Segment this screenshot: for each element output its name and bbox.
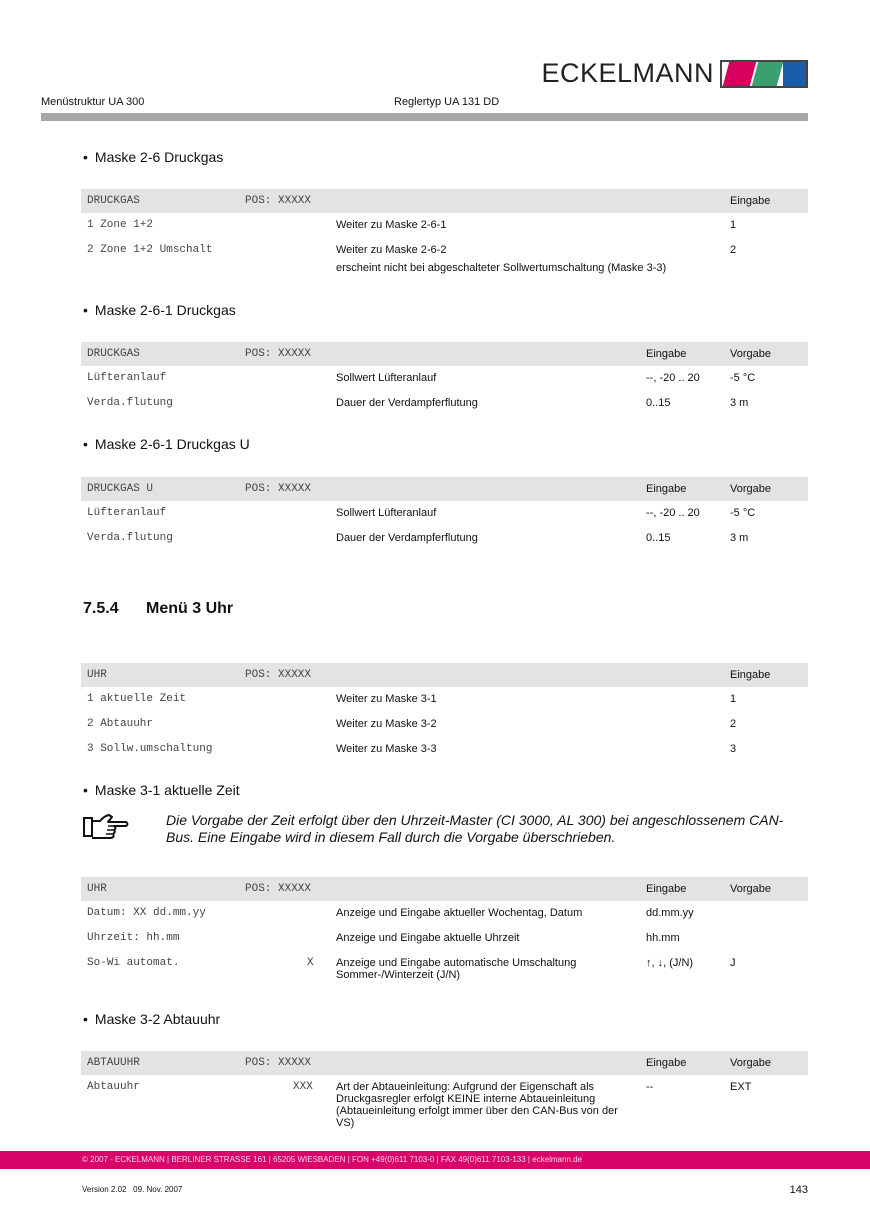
table-row <box>81 901 808 926</box>
table-row <box>81 1075 808 1135</box>
row-eingabe: hh.mm <box>646 932 680 944</box>
table-row <box>81 951 808 991</box>
mask-3-1-title: • Maske 3-1 aktuelle Zeit <box>83 782 240 798</box>
row-name: Lüfteranlauf <box>87 507 167 519</box>
table-header <box>81 877 808 901</box>
mask-2-6-1-table <box>81 342 808 416</box>
table-header <box>81 477 808 501</box>
head-name: ABTAUUHR <box>87 1057 140 1069</box>
mask-3-2-table <box>81 1051 808 1135</box>
row-eingabe: --, -20 .. 20 <box>646 507 700 519</box>
footer-address: © 2007 - ECKELMANN | BERLINER STRASSE 161 | 65205 WIESBADEN | FON +49(0)611 7103-0 | FAX 49(0)611 7103-133 | eckelmann.de <box>82 1155 583 1164</box>
pointing-hand-icon <box>82 812 130 842</box>
row-name: Abtauuhr <box>87 1081 140 1093</box>
page-number: 143 <box>789 1184 808 1196</box>
row-eingabe: 3 <box>730 743 737 755</box>
head-eingabe: Eingabe <box>646 1057 687 1069</box>
head-name: UHR <box>87 883 107 895</box>
row-name: Datum: XX dd.mm.yy <box>87 907 206 919</box>
row-desc: Anzeige und Eingabe aktueller Wochentag, Datum <box>336 907 583 919</box>
eckelmann-logo <box>541 58 808 89</box>
logo-text: ECKELMANN <box>541 58 714 88</box>
head-eingabe: Eingabe <box>646 348 687 360</box>
row-desc: Dauer der Verdampferflutung <box>336 397 478 409</box>
table-header <box>81 1051 808 1075</box>
row-name: 1 Zone 1+2 <box>87 219 154 231</box>
head-vorgabe: Vorgabe <box>730 883 771 895</box>
row-desc: Anzeige und Eingabe automatische Umschaltung Sommer-/Winterzeit (J/N) <box>336 957 577 981</box>
head-pos: POS: XXXXX <box>245 1057 312 1069</box>
head-vorgabe: Vorgabe <box>730 1057 771 1069</box>
row-desc: Weiter zu Maske 3-2 <box>336 718 437 730</box>
table-row <box>81 926 808 951</box>
row-desc-line1: Weiter zu Maske 2-6-2 <box>336 244 447 256</box>
row-eingabe: -- <box>646 1081 654 1093</box>
table-row <box>81 213 808 238</box>
section-title: Menü 3 Uhr <box>146 600 234 617</box>
table-header <box>81 663 808 687</box>
row-eingabe: 2 <box>730 244 737 256</box>
head-name: DRUCKGAS U <box>87 483 154 495</box>
table-header <box>81 189 808 213</box>
row-vorgabe: -5 °C <box>730 372 756 384</box>
row-eingabe: --, -20 .. 20 <box>646 372 700 384</box>
version-info: Version 2.02 09. Nov. 2007 <box>82 1185 183 1194</box>
head-eingabe: Eingabe <box>730 669 771 681</box>
row-desc: Anzeige und Eingabe aktuelle Uhrzeit <box>336 932 520 944</box>
head-name: DRUCKGAS <box>87 348 140 360</box>
section-number: 7.5.4 <box>83 600 119 617</box>
row-vorgabe: 3 m <box>730 397 749 409</box>
logo-mark-icon <box>720 60 808 88</box>
mask-3-1-table <box>81 877 808 991</box>
head-vorgabe: Vorgabe <box>730 348 771 360</box>
table-row <box>81 526 808 551</box>
head-pos: POS: XXXXX <box>245 195 312 207</box>
head-pos: POS: XXXXX <box>245 883 312 895</box>
table-header <box>81 342 808 366</box>
table-row <box>81 238 808 282</box>
row-eingabe: 0..15 <box>646 532 671 544</box>
table-row <box>81 366 808 391</box>
row-vorgabe: EXT <box>730 1081 752 1093</box>
mask-2-6-title: • Maske 2-6 Druckgas <box>83 149 223 165</box>
row-eingabe: dd.mm.yy <box>646 907 694 919</box>
row-desc: Art der Abtaueinleitung: Aufgrund der Eigenschaft als Druckgasregler erfolgt KEINE interne Abtaueinleitung (Abtaueinleitung erfolgt immer über den CAN-Bus von der VS) <box>336 1081 618 1129</box>
header-left: Menüstruktur UA 300 <box>41 96 145 108</box>
mask-2-6-1u-table <box>81 477 808 551</box>
row-desc: Sollwert Lüfteranlauf <box>336 507 437 519</box>
row-eingabe: 1 <box>730 219 737 231</box>
row-desc: Weiter zu Maske 2-6-1 <box>336 219 447 231</box>
row-eingabe: 0..15 <box>646 397 671 409</box>
head-name: UHR <box>87 669 107 681</box>
row-desc: Sollwert Lüfteranlauf <box>336 372 437 384</box>
row-pos: X <box>307 957 314 969</box>
mask-2-6-1u-title: • Maske 2-6-1 Druckgas U <box>83 436 250 452</box>
table-row <box>81 391 808 416</box>
row-desc: Weiter zu Maske 3-3 <box>336 743 437 755</box>
table-row <box>81 501 808 526</box>
row-name: Uhrzeit: hh.mm <box>87 932 180 944</box>
head-eingabe: Eingabe <box>646 483 687 495</box>
table-row <box>81 687 808 712</box>
head-eingabe: Eingabe <box>730 195 771 207</box>
row-pos: XXX <box>293 1081 313 1093</box>
note-text: Die Vorgabe der Zeit erfolgt über den Uhrzeit-Master (CI 3000, AL 300) bei angeschlossenem CAN-Bus. Eine Eingabe wird in diesem Fall durch die Vorgabe überschrieben. <box>166 812 784 845</box>
head-pos: POS: XXXXX <box>245 348 312 360</box>
header-divider <box>41 113 808 121</box>
row-name: So-Wi automat. <box>87 957 180 969</box>
mask-3-2-title: • Maske 3-2 Abtauuhr <box>83 1011 220 1027</box>
row-eingabe: ↑, ↓, (J/N) <box>646 957 694 969</box>
head-eingabe: Eingabe <box>646 883 687 895</box>
row-name: 2 Abtauuhr <box>87 718 154 730</box>
row-name: Verda.flutung <box>87 397 173 409</box>
row-name: Verda.flutung <box>87 532 173 544</box>
row-name: 1 aktuelle Zeit <box>87 693 187 705</box>
section-heading <box>83 600 233 618</box>
mask-2-6-table <box>81 189 808 282</box>
row-vorgabe: -5 °C <box>730 507 756 519</box>
head-name: DRUCKGAS <box>87 195 140 207</box>
mask-2-6-1-title: • Maske 2-6-1 Druckgas <box>83 302 236 318</box>
row-name: Lüfteranlauf <box>87 372 167 384</box>
head-vorgabe: Vorgabe <box>730 483 771 495</box>
row-name: 2 Zone 1+2 Umschalt <box>87 244 213 256</box>
table-row <box>81 712 808 737</box>
head-pos: POS: XXXXX <box>245 483 312 495</box>
row-desc: Dauer der Verdampferflutung <box>336 532 478 544</box>
row-desc: Weiter zu Maske 3-1 <box>336 693 437 705</box>
row-vorgabe: J <box>730 957 736 969</box>
table-row <box>81 737 808 762</box>
row-name: 3 Sollw.umschaltung <box>87 743 213 755</box>
row-eingabe: 2 <box>730 718 737 730</box>
head-pos: POS: XXXXX <box>245 669 312 681</box>
row-eingabe: 1 <box>730 693 737 705</box>
row-desc <box>336 244 716 274</box>
menu-3-table <box>81 663 808 762</box>
row-desc-line2: erscheint nicht bei abgeschalteter Sollwertumschaltung (Maske 3-3) <box>336 262 667 274</box>
row-vorgabe: 3 m <box>730 532 749 544</box>
header-middle: Reglertyp UA 131 DD <box>394 96 500 108</box>
